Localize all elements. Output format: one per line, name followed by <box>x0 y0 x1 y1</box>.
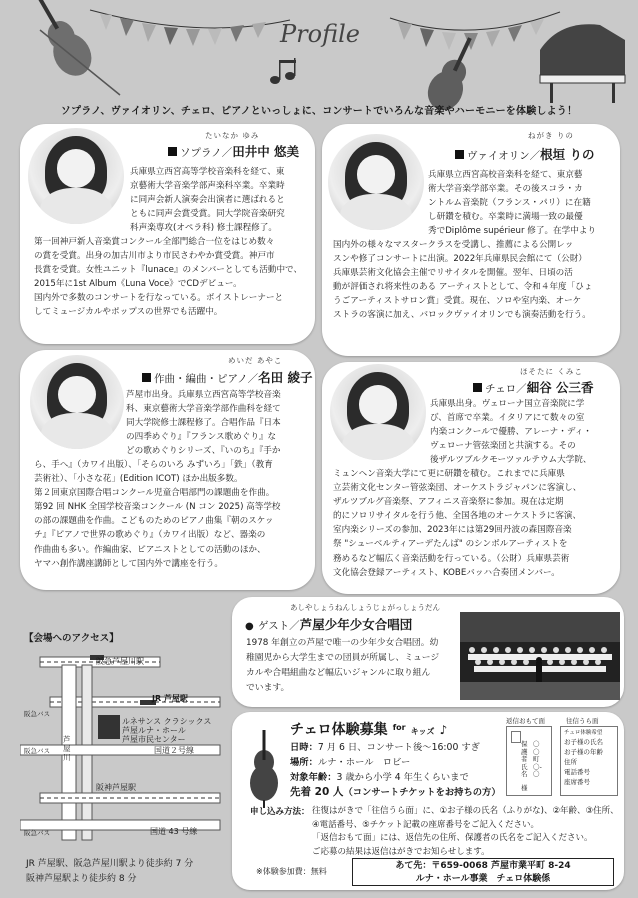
address-box <box>352 858 614 886</box>
place-label: 場所： <box>290 757 318 768</box>
application-line: 「返信おもて面」には、返信先の住所、保護者の氏名をご記入ください。 <box>312 833 593 843</box>
map-label-bus: 阪急バス <box>24 710 50 718</box>
tagline: ソプラノ、ヴァイオリン、チェロ、ピアノといっしょに、コンサートでいろんな音楽やハーモニーを体験しよう！ <box>60 106 578 117</box>
recruit-title <box>290 719 447 739</box>
performer-ruby: たいなか ゆみ <box>205 131 260 140</box>
recruit-info <box>290 740 501 800</box>
performer-name-text: 根垣 りの <box>540 147 595 162</box>
page-title: Profile <box>280 20 360 48</box>
performer-bio-cont: 国内外の様々なマスタークラスを受講し、推薦による公開レッ スンや修了コンサートに出演。2022年兵庫県民会館にて（公財） 兵庫県芸術文化協会主催でリサイタルを開催。翌年、日頃の活 動が評価され将来性のある アーティストとして、令和４年度「ひょ うごアーティストサロン賞」受賞。現在、ソロや室内楽、オーケ ストラの客演に加え、バロックヴァイオリンでも演奏活動を行う。 <box>333 240 593 321</box>
performer-name <box>168 142 299 160</box>
performer-photo <box>330 364 426 460</box>
guest-name-text: 芦屋少年少女合唱団 <box>299 617 413 632</box>
guest-ruby: あしやしょうねんしょうじょがっしょうだん <box>290 603 440 612</box>
map-label-hall: 芦屋ルナ・ホール <box>122 726 186 735</box>
access-heading: 【会場へのアクセス】 <box>24 633 119 644</box>
guest-label: ゲスト／ <box>258 620 300 632</box>
postcard-back-header: 往信うら面 <box>566 717 599 725</box>
performer-role: 作曲・編曲・ピアノ／ <box>154 373 259 385</box>
application-label: 申し込み方法： <box>250 807 310 817</box>
recruit-kids: キッズ <box>410 727 435 736</box>
address-line-2: ルナ・ホール事業 チェロ体験係 <box>415 873 551 884</box>
map-label-hankyu: 阪急芦屋川駅 <box>96 657 144 666</box>
application-line: ご応募の結果は返信はがきでお知らせします。 <box>312 846 490 857</box>
postcard-back-line: お子様の氏名 <box>564 738 603 746</box>
performer-ruby: めいだ あやこ <box>228 356 283 365</box>
postcard-sama: 様 <box>521 784 528 792</box>
performer-role: チェロ／ <box>485 383 527 395</box>
performer-photo <box>28 128 124 224</box>
map-label-bus: 阪急バス <box>24 829 50 837</box>
application-line: ④電話番号、⑤チケット記載の座席番号をご記入ください。 <box>312 819 539 830</box>
recruit-title-text: チェロ体験募集 <box>290 722 388 738</box>
choir-photo <box>460 612 620 700</box>
square-icon <box>142 373 151 382</box>
guest-name <box>245 615 412 633</box>
first-label: 先着 20 人 <box>290 786 344 798</box>
performer-name-text: 細谷 公三香 <box>526 380 594 395</box>
performer-ruby: ねがき りの <box>528 131 574 140</box>
performer-photo <box>30 355 124 449</box>
date-value: 7 月 6 日、コンサート後～16:00 すぎ <box>317 742 480 753</box>
date-label: 日時： <box>290 742 318 753</box>
performer-name-text: 名田 綾子 <box>258 370 313 385</box>
place-value: ルナ・ホール ロビー <box>317 757 411 768</box>
performer-name <box>455 145 594 163</box>
performer-bio-cont: ミュンヘン音楽大学にて更に研鑽を積む。これまでに兵庫県 立芸術文化センター管弦楽団、オーケストラジャパンに客演し、 ザルツブルグ音楽祭、アフィニス音楽祭に参加。現在は定期 的にソロリサイタルを行う他、全国各地のオーケストラに客演、 室内楽シリーズの参加、2023年には第29回丹波の森国際音楽 祭 "シューベルティアーデたんば" のシンボルアーティストを 務めるなど幅広く音楽活動を行っている。（公財）兵庫県芸術 文化協会登録アーティスト、KOBEバッハ合奏団メンバー。 <box>333 469 582 578</box>
header-decor <box>0 0 638 110</box>
performer-role: ヴァイオリン／ <box>467 150 541 162</box>
postcard-return-line: 〇〇町〇-〇 <box>533 740 542 778</box>
postcard-back-line: 住所 <box>564 758 577 766</box>
performer-name <box>473 378 594 396</box>
first-note: （コンサートチケットをお持ちの方） <box>343 787 501 798</box>
square-icon <box>473 383 482 392</box>
postcard-return-line: 保護者氏名 <box>521 740 528 778</box>
performer-name <box>142 368 313 386</box>
performer-role: ソプラノ／ <box>180 147 233 159</box>
postcard-back-title: チェロ体験希望 <box>564 730 603 736</box>
square-icon <box>455 150 464 159</box>
map-label-hanshin: 阪神芦屋駅 <box>96 783 136 792</box>
postcard-back-line: 電話番号 <box>564 768 590 776</box>
map-label-route43: 国道 43 号線 <box>150 827 198 836</box>
map-label-bus: 阪急バス <box>24 747 50 755</box>
target-value: 3 歳から小学 4 年生くらいまで <box>336 772 469 783</box>
bullet-icon: ● <box>245 621 254 632</box>
recruit-for: for <box>392 723 406 732</box>
performer-bio-cont: ら、手へ』（カワイ出版）、「そらのいろ みずいろ」「鉄」（教育 芸術社）、「小さな花」(Edition ICOT) ほか出版多数。 第２回東京国際合唱コンクール児童合唱部門の課題曲を作曲。 第92 回 NHK 全国学校音楽コンクール (N コン 2025) 高等学校 の部の課題曲を作曲。こどものためのピアノ曲集『朝のスケッ チ』『ピアノで世界の歌めぐり』（カワイ出版）など、器楽の 作曲曲も多い。作編曲家、ピアニストとしての活動のほか、 ヤマハ創作講座講師として国内外で講座を行う。 <box>34 460 281 569</box>
performer-bio: 兵庫県立西宮高等学校音楽科を経て、東 京藝術大学音楽学部声楽科卒業。卒業時 に同声会新人演奏会出演者に選ばれると ともに同声会賞受賞。同大学院音楽研究 科声楽専攻(オペラ科) 修士課程修了。 <box>130 167 285 234</box>
address-line-1: あて先：〒659-0068 芦屋市業平町 8-24 <box>395 861 571 871</box>
access-walk-2: 阪神芦屋駅より徒歩約 8 分 <box>26 874 137 884</box>
postcard-return <box>506 726 552 796</box>
performer-bio: 芦屋市出身。兵庫県立西宮高等学校音楽 科、東京藝術大学音楽学部作曲科を経て 同大学院修士課程修了。合唱作品『日本 の四季めぐり』『フランス歌めぐり』な どの歌めぐりシリーズ、『いのち』『手か <box>126 390 281 457</box>
performer-ruby: ほそたに くみこ <box>520 367 583 376</box>
cello-icon <box>246 728 282 808</box>
music-note-icon: ♪ <box>439 723 448 737</box>
fee-note: ※体験参加費：無料 <box>256 867 327 876</box>
map-label-river: 芦屋川 <box>63 735 71 762</box>
performer-bio: 兵庫県出身。ヴェローナ国立音楽院に学 び、首席で卒業。イタリアにて数々の室 内楽コンクールで優勝、アレーナ・ディ・ ヴェローナ管弦楽団と共演する。その 後ザルツブルクモーツァルテウム大学院、 <box>430 399 592 466</box>
guest-bio: 1978 年創立の芦屋で唯一の少年少女合唱団。幼 稚園児から大学生までの団員が所属し、ミュージ カルや合唱組曲など幅広いジャンルに取り組ん でいます。 <box>246 638 440 693</box>
map-label-renaissance: ルネサンス クラシックス <box>122 717 212 726</box>
performer-photo <box>328 134 424 230</box>
application-text <box>312 805 619 859</box>
map-label-center: 芦屋市民センター <box>122 735 186 744</box>
map-label-jr: JR 芦屋駅 <box>152 694 188 703</box>
postcard-back-line: お子様の年齢 <box>564 748 603 756</box>
performer-bio-cont: 第一回神戸新人音楽賞コンクール全部門総合一位をはじめ数々 の賞を受賞。出身の加古川市より市民さわやか賞受賞。神戸市 長賞を受賞。女性ユニット『lunace』のメンバーとしても活動中で、 2015年に1st Album《Luna Voce》でCDデビュー。 国内外で多数のコンサートを行なっている。ボイストレーナーと してミュージカルやポップスの世界でも活躍中。 <box>34 237 303 318</box>
square-icon <box>168 147 177 156</box>
target-label: 対象年齢： <box>290 772 337 783</box>
map-label-route2: 国道２号線 <box>154 746 194 755</box>
postcard-back-line: 座席番号 <box>564 778 590 786</box>
performer-bio: 兵庫県立西宮高校音楽科を経て、東京藝 術大学音楽学部卒業。その後スコラ・カ ントルム音楽院（フランス・パリ）に在籍 し研鑽を積む。卒業時に満場一致の最優 秀でDiplôme supérieur 修了。在学中より <box>428 170 597 237</box>
application-line: 往復はがきで「往信うら面」に、①お子様の氏名（ふりがな)、②年齢、③住所、 <box>312 806 619 816</box>
postcard-back <box>560 726 618 796</box>
access-map <box>20 645 225 845</box>
postcard-stamp <box>511 731 521 743</box>
performer-name-text: 田井中 悠美 <box>232 144 300 159</box>
access-walk-1: JR 芦屋駅、阪急芦屋川駅より徒歩約 7 分 <box>26 859 194 869</box>
postcard-return-header: 返信おもて面 <box>506 717 545 725</box>
